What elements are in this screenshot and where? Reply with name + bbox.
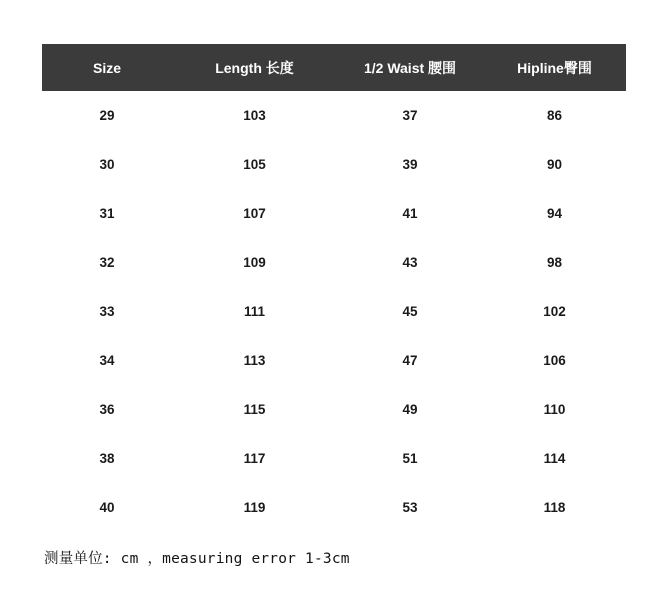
- table-row: [42, 238, 626, 287]
- cell-hipline: 110: [483, 385, 626, 434]
- cell-hipline: 118: [483, 483, 626, 532]
- cell-waist: 37: [337, 91, 483, 140]
- cell-waist: 41: [337, 189, 483, 238]
- column-header-hipline: Hipline臀围: [517, 59, 592, 76]
- cell-hipline: 98: [483, 238, 626, 287]
- cell-waist: 43: [337, 238, 483, 287]
- cell-hipline: 114: [483, 434, 626, 483]
- table-row: [42, 189, 626, 238]
- cell-waist: 45: [337, 287, 483, 336]
- cell-size: 32: [42, 238, 172, 287]
- cell-length: 107: [172, 189, 337, 238]
- cell-length: 109: [172, 238, 337, 287]
- cell-size: 36: [42, 385, 172, 434]
- table-row: [42, 434, 626, 483]
- column-header-waist: 1/2 Waist 腰围: [363, 59, 457, 76]
- cell-hipline: 94: [483, 189, 626, 238]
- table-body: [42, 91, 626, 532]
- cell-size: 29: [42, 91, 172, 140]
- cell-size: 30: [42, 140, 172, 189]
- cell-size: 33: [42, 287, 172, 336]
- column-header-length: Length 长度: [215, 59, 294, 76]
- cell-size: 40: [42, 483, 172, 532]
- cell-length: 119: [172, 483, 337, 532]
- table-row: [42, 287, 626, 336]
- cell-waist: 51: [337, 434, 483, 483]
- cell-size: 38: [42, 434, 172, 483]
- cell-waist: 53: [337, 483, 483, 532]
- cell-size: 31: [42, 189, 172, 238]
- table-header-row: [42, 44, 626, 91]
- cell-waist: 49: [337, 385, 483, 434]
- table-row: [42, 140, 626, 189]
- table-row: [42, 483, 626, 532]
- cell-hipline: 102: [483, 287, 626, 336]
- table-row: [42, 91, 626, 140]
- cell-waist: 47: [337, 336, 483, 385]
- cell-length: 113: [172, 336, 337, 385]
- cell-length: 111: [172, 287, 337, 336]
- measurement-note: 测量单位: cm ，measuring error 1-3cm: [44, 551, 350, 567]
- column-header-size: Size: [92, 59, 121, 76]
- cell-length: 103: [172, 91, 337, 140]
- table-header: [42, 44, 626, 91]
- cell-waist: 39: [337, 140, 483, 189]
- table-row: [42, 336, 626, 385]
- cell-hipline: 86: [483, 91, 626, 140]
- table-row: [42, 385, 626, 434]
- cell-hipline: 90: [483, 140, 626, 189]
- cell-hipline: 106: [483, 336, 626, 385]
- cell-length: 117: [172, 434, 337, 483]
- cell-size: 34: [42, 336, 172, 385]
- size-chart-table: [42, 44, 626, 532]
- cell-length: 115: [172, 385, 337, 434]
- cell-length: 105: [172, 140, 337, 189]
